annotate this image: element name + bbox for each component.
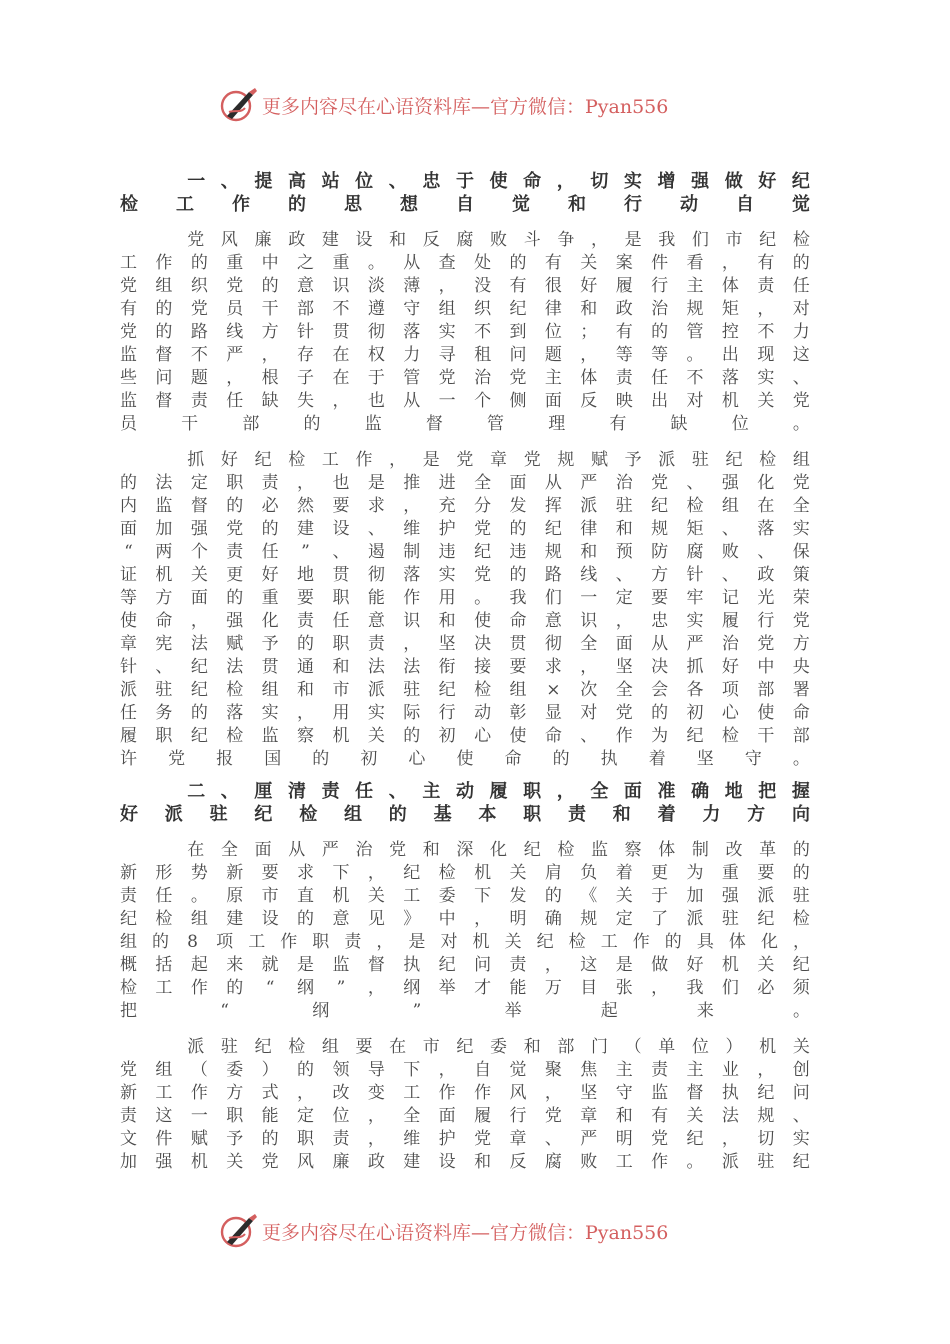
- body-paragraph: [120, 839, 810, 1023]
- text-line: 任 务 的 落 实 ， 用 实 际 行 动 彰 显 对 党 的 初 心 使 命: [120, 703, 810, 723]
- text-line: 监 督 不 严 ， 存 在 权 力 寻 租 问 题 ， 等 等 。 出 现 这: [120, 345, 810, 365]
- section-heading: [120, 170, 810, 216]
- text-line: 概 括 起 来 就 是 监 督 执 纪 问 责 ， 这 是 做 好 机 关 纪: [120, 955, 810, 975]
- text-line: 抓 好 纪 检 工 作 ， 是 党 章 党 规 赋 予 派 驻 纪 检 组: [187, 450, 810, 470]
- text-line: 责 这 一 职 能 定 位 ， 全 面 履 行 党 章 和 有 关 法 规 、: [120, 1106, 810, 1126]
- text-line: 证 机 关 更 好 地 贯 彻 落 实 党 的 路 线 、 方 针 、 政 策: [120, 565, 810, 585]
- text-line: 加 强 机 关 党 风 廉 政 建 设 和 反 腐 败 工 作 。 派 驻 纪: [120, 1152, 810, 1172]
- text-line: 员 干 部 的 监 督 管 理 有 缺 位 。: [120, 414, 810, 434]
- text-line: 党 风 廉 政 建 设 和 反 腐 败 斗 争 ， 是 我 们 市 纪 检: [187, 230, 810, 250]
- text-line: 在 全 面 从 严 治 党 和 深 化 纪 检 监 察 体 制 改 革 的: [187, 840, 810, 860]
- text-line: 许 党 报 国 的 初 心 使 命 的 执 着 坚 守 。: [120, 749, 810, 769]
- text-line: 履 职 纪 检 监 察 机 关 的 初 心 使 命 、 作 为 纪 检 干 部: [120, 726, 810, 746]
- banner-text: 更多内容尽在心语资料库—官方微信：Pyan556: [262, 96, 669, 118]
- text-line: 的 法 定 职 责 ， 也 是 推 进 全 面 从 严 治 党 、 强 化 党: [120, 473, 810, 493]
- text-line: 好 派 驻 纪 检 组 的 基 本 职 责 和 着 力 方 向: [120, 804, 810, 825]
- text-line: 内 监 督 的 必 然 要 求 ， 充 分 发 挥 派 驻 纪 检 组 在 全: [120, 496, 810, 516]
- text-line: 新 形 势 新 要 求 下 ， 纪 检 机 关 肩 负 着 更 为 重 要 的: [120, 863, 810, 883]
- text-line: 针 、 纪 法 贯 通 和 法 法 衔 接 要 求 ， 坚 决 抓 好 中 央: [120, 657, 810, 677]
- footer-banner: [0, 1208, 950, 1252]
- text-line: 纪 检 组 建 设 的 意 见 》 中 ， 明 确 规 定 了 派 驻 纪 检: [120, 909, 810, 929]
- text-line: 面 加 强 党 的 建 设 、 维 护 党 的 纪 律 和 规 矩 、 落 实: [120, 519, 810, 539]
- text-line: 把 “ 纲 ” 举 起 来 。: [120, 1001, 810, 1021]
- text-line: 派 驻 纪 检 组 要 在 市 纪 委 和 部 门 （ 单 位 ） 机 关: [187, 1037, 810, 1057]
- text-line: 检 工 作 的 思 想 自 觉 和 行 动 自 觉: [120, 194, 810, 215]
- text-line: 使 命 ， 强 化 责 任 意 识 和 使 命 意 识 ， 忠 实 履 行 党: [120, 611, 810, 631]
- text-line: 文 件 赋 予 的 职 责 ， 维 护 党 章 、 严 明 党 纪 ， 切 实: [120, 1129, 810, 1149]
- text-line: 组 的 8 项 工 作 职 责 ， 是 对 机 关 纪 检 工 作 的 具 体 化 ，: [120, 932, 810, 952]
- text-line: 责 任 。 原 市 直 机 关 工 委 下 发 的 《 关 于 加 强 派 驻: [120, 886, 810, 906]
- text-line: 党 组 织 党 的 意 识 淡 薄 ， 没 有 很 好 履 行 主 体 责 任: [120, 276, 810, 296]
- text-line: 党 的 路 线 方 针 贯 彻 落 实 不 到 位 ； 有 的 管 控 不 力: [120, 322, 810, 342]
- body-paragraph: [120, 1036, 810, 1174]
- text-line: 一 、 提 高 站 位 、 忠 于 使 命 ， 切 实 增 强 做 好 纪: [187, 171, 810, 192]
- text-line: 有 的 党 员 干 部 不 遵 守 组 织 纪 律 和 政 治 规 矩 ， 对: [120, 299, 810, 319]
- text-line: 二 、 厘 清 责 任 、 主 动 履 职 ， 全 面 准 确 地 把 握: [187, 781, 810, 802]
- text-line: 检 工 作 的 “ 纲 ” ， 纲 举 才 能 万 目 张 ， 我 们 必 须: [120, 978, 810, 998]
- text-line: 党 组 （ 委 ） 的 领 导 下 ， 自 觉 聚 焦 主 责 主 业 ， 创: [120, 1060, 810, 1080]
- text-line: 工 作 的 重 中 之 重 。 从 查 处 的 有 关 案 件 看 ， 有 的: [120, 253, 810, 273]
- header-banner: [0, 82, 950, 126]
- pen-logo-icon: [219, 1212, 259, 1250]
- text-line: 些 问 题 ， 根 子 在 于 管 党 治 党 主 体 责 任 不 落 实 、: [120, 368, 810, 388]
- body-paragraph: [120, 229, 810, 436]
- text-line: “ 两 个 责 任 ” 、 遏 制 违 纪 违 规 和 预 防 腐 败 、 保: [124, 542, 810, 562]
- text-line: 新 工 作 方 式 ， 改 变 工 作 作 风 ， 坚 守 监 督 执 纪 问: [120, 1083, 810, 1103]
- banner-text: 更多内容尽在心语资料库—官方微信：Pyan556: [262, 1222, 669, 1244]
- section-heading: [120, 780, 810, 826]
- text-line: 派 驻 纪 检 组 和 市 派 驻 纪 检 组 × 次 全 会 各 项 部 署: [120, 680, 810, 700]
- text-line: 章 宪 法 赋 予 的 职 责 ， 坚 决 贯 彻 全 面 从 严 治 党 方: [120, 634, 810, 654]
- body-paragraph: [120, 449, 810, 771]
- text-line: 监 督 责 任 缺 失 ， 也 从 一 个 侧 面 反 映 出 对 机 关 党: [120, 391, 810, 411]
- pen-logo-icon: [219, 86, 259, 124]
- document-body: [120, 170, 810, 1174]
- text-line: 等 方 面 的 重 要 职 能 作 用 。 我 们 一 定 要 牢 记 光 荣: [120, 588, 810, 608]
